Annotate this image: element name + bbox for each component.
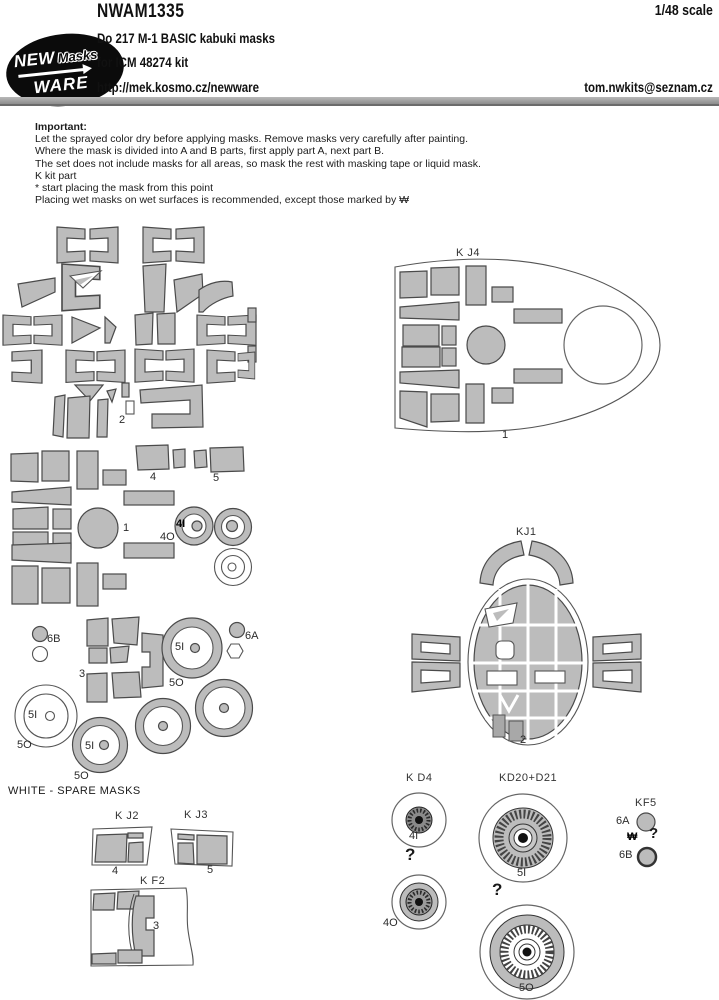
canopy-mask-cluster-diagram [0, 224, 320, 445]
label-kf2-title: K F2 [140, 875, 166, 887]
label-spare-6b: 6B [47, 633, 61, 645]
mask-pieces [178, 834, 227, 864]
label-sheet-4: 4 [150, 471, 157, 483]
spare-ring-white [15, 685, 77, 747]
instructions-block [35, 121, 481, 206]
wheel-mask [215, 509, 252, 546]
ring-mask-5c [136, 699, 191, 754]
kf2-diagram [90, 888, 202, 968]
kd4-wheels-diagram [385, 790, 455, 935]
instruction-line: Where the mask is divided into A and B parts, first apply part A, next part B. [35, 145, 385, 158]
label-kf5-q: ? [649, 825, 659, 842]
instruction-line: K kit part [35, 169, 77, 182]
label-kj1-part: 2 [520, 734, 527, 746]
label-spare-5i-3: 5I [85, 740, 95, 752]
label-kj4-title: K J4 [456, 247, 481, 259]
label-spare-6a: 6A [245, 630, 259, 642]
instruction-line: Let the sprayed color dry before applying masks. Remove masks very carefully after painting. [35, 133, 469, 146]
instructions-heading: Important: [35, 121, 87, 133]
label-kj4-part: 1 [502, 429, 509, 441]
label-kd4-4i: 4I [409, 830, 419, 842]
scale-text: 1/48 scale [654, 2, 713, 19]
label-white-note: WHITE - SPARE MASKS [8, 785, 141, 797]
kj1-diagram [405, 525, 650, 755]
product-name: Do 217 M-1 BASIC kabuki masks [97, 30, 276, 46]
label-kj3-title: K J3 [184, 809, 209, 821]
label-spare-5o-2: 5O [17, 739, 32, 751]
product-kit: for ICM 48274 kit [97, 54, 189, 70]
label-kd20-5i: 5I [517, 867, 527, 879]
logo-word-masks: Masks [56, 46, 99, 66]
label-kf5-title: KF5 [635, 797, 657, 809]
label-sheet-4o: 4O [160, 531, 175, 543]
instruction-line: * start placing the mask from this point [35, 182, 213, 195]
ring-mask-5b [73, 718, 128, 773]
label-kd4-title: K D4 [406, 772, 433, 784]
label-spare-3: 3 [79, 668, 86, 680]
label-sheet-5: 5 [213, 472, 220, 484]
ring-mask-5 [162, 618, 222, 678]
instruction-line: The set does not include masks for all areas, so mask the rest with masking tape or liquid mask. [35, 157, 481, 170]
label-sheet-4i: 4I [176, 518, 186, 530]
wheel-4o [392, 875, 446, 929]
label-spare-5o-3: 5O [74, 770, 89, 782]
ring-mask-5d [196, 680, 253, 737]
label-kf5-6a: 6A [616, 815, 630, 827]
label-kj2-title: K J2 [115, 810, 140, 822]
label-spare-5i-1: 5I [175, 641, 185, 653]
mask-6b [638, 848, 656, 866]
header-divider [0, 97, 719, 106]
logo-word-ware: WARE [32, 72, 90, 98]
label-kd4-q: ? [405, 845, 416, 864]
wheel-4i [392, 793, 446, 847]
label-kd4-4o: 4O [383, 917, 398, 929]
mask-pieces [3, 227, 256, 438]
contact-email: tom.nwkits@seznam.cz [584, 79, 713, 95]
kj3-diagram [170, 825, 236, 868]
label-sheet-1: 1 [123, 522, 130, 534]
kj4-diagram [380, 245, 680, 440]
label-kf2-part: 3 [153, 920, 160, 932]
mask-pieces [95, 833, 143, 862]
label-kj1-title: KJ1 [516, 526, 537, 538]
label-spare-5o-1: 5O [169, 677, 184, 689]
label-kj3-part: 5 [207, 864, 214, 876]
kj2-diagram [90, 826, 156, 868]
label-kj2-part: 4 [112, 865, 119, 877]
product-code: NWAM1335 [97, 1, 185, 22]
label-kf5-wet: ₩ [627, 831, 638, 843]
logo-word-new: NEW [12, 48, 56, 72]
label-cluster-part: 2 [119, 414, 126, 426]
label-kd20-5o: 5O [519, 982, 534, 994]
instruction-line: Placing wet masks on wet surfaces is recommended, except those marked by ₩ [35, 194, 410, 207]
label-kd20-q: ? [492, 880, 503, 899]
label-kd20-title: KD20+D21 [499, 772, 558, 784]
label-kf5-6b: 6B [619, 849, 633, 861]
label-spare-5i-2: 5I [28, 709, 38, 721]
instruction-lines [35, 133, 481, 206]
website-url: http://mek.kosmo.cz/newware [97, 79, 260, 95]
spare-wheel-mask [215, 549, 252, 586]
